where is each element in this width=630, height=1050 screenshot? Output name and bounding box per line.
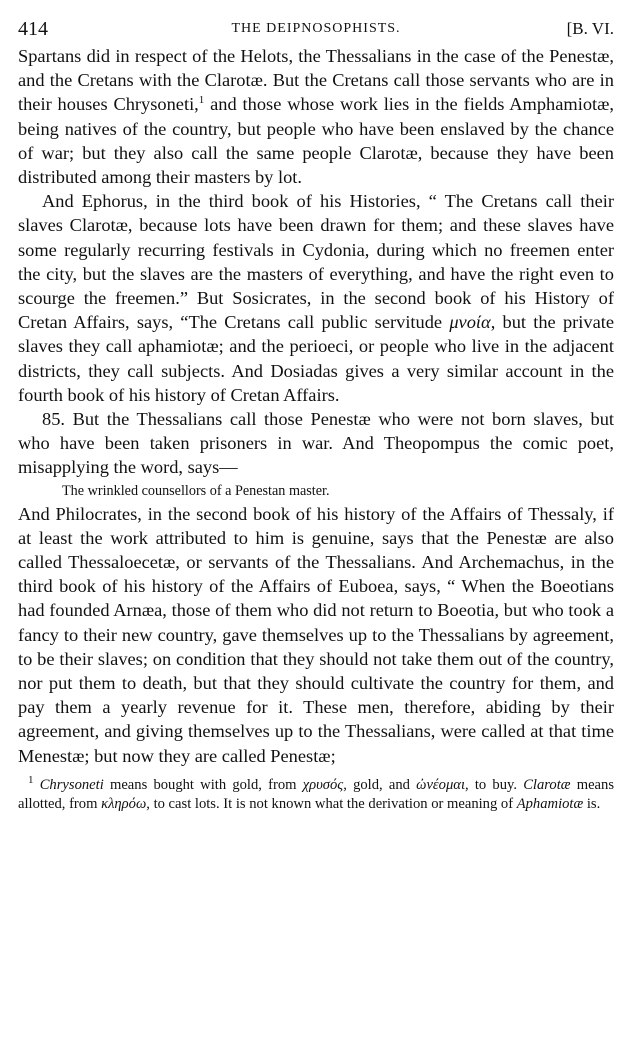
paragraph-3: 85. But the Thessalians call those Penestæ who were not born slaves, but who have been taken prisoners in war. And Theopompus the comic poet, misapplying the word, says— [18,409,614,478]
footnotes [18,776,614,814]
footnote-text-5: , to cast lots. It is not known what the derivation or meaning of [146,795,517,812]
footnote-text-3: , to buy. [465,776,524,793]
paragraph-2 [18,189,614,407]
page-header [18,14,614,44]
book-reference: [B. VI. [566,19,614,38]
footnote-marker: 1 [28,774,34,787]
footnote-term-3: Aphamiotæ [516,795,584,812]
footnote-greek-1: χρυσός [302,776,344,793]
footnote-term-1: Chrysoneti [39,776,104,793]
paragraph-1 [18,44,614,189]
footnote-1 [18,776,614,814]
page-number: 414 [18,18,48,40]
main-text [18,44,614,768]
running-title: THE DEIPNOSOPHISTS. [231,21,401,36]
paragraph-1-text: Spartans did in respect of the Helots, the Thessalians in the case of the Penestæ, and the Cretans with the Clarotæ. But the Cretans call those servants who are in their houses Chrysoneti, [18,46,614,115]
footnote-greek-3: κληρόω [101,795,147,812]
footnote-greek-2: ὠνέομαι [416,776,466,793]
footnote-term-2: Clarotæ [523,776,571,793]
paragraph-1-rest: and those whose work lies in the fields Amphamiotæ, being natives of the country, but people who have been enslaved by the chance of war; but they also call the same people Clarotæ, because they have been distributed among their masters by lot. [18,94,614,188]
paragraph-4: And Philocrates, in the second book of his history of the Affairs of Thessaly, if at least the work attributed to him is genuine, says that the Penestæ are also called Thessaloecetæ, or servants of the Thessalians. And Archemachus, in the third book of his history of the Affairs of Euboea, says, “ When the Boeotians had founded Arnæa, those of them who did not return to Boeotia, but who took a fancy to their new country, gave themselves up to the Thessalians by agreement, to be their slaves; on condition that they should not take them out of the country, nor put them to death, but that they should cultivate the country for them, and pay them a yearly revenue for it. These men, therefore, abiding by their agreement, and giving themselves up to the Thessalians, were called at that time Menestæ; but now they are called Penestæ; [18,503,614,766]
paragraph-2-text-a: And Ephorus, in the third book of his Histories, “ The Cretans call their slaves Clarotæ, because lots have been drawn for them; and these slaves have some regularly recurring festivals in Cydonia, during which no freemen enter the city, but the slaves are the masters of everything, and have the right even to scourge the freemen.” But Sosicrates, in the second book of his History of Cretan Affairs, says, “The Cretans call public servitude [18,191,614,333]
verse-quote: The wrinkled counsellors of a Penestan master. [62,482,330,499]
footnote-text-6: is. [583,795,601,812]
greek-word: μνοία [449,312,491,333]
footnote-text-1: means bought with gold, from [103,776,303,793]
footnote-text-2: , gold, and [343,776,417,793]
footnote-reference: 1 [198,94,205,107]
paragraph-2-text-b: , but the private slaves they call aphamiotæ; and the perioeci, or people who live in the adjacent districts, they call subjects. And Dosiadas gives a very similar account in the fourth book of his history of Cretan Affairs. [18,312,615,405]
footnote-text-4: means allotted, from [18,776,614,812]
